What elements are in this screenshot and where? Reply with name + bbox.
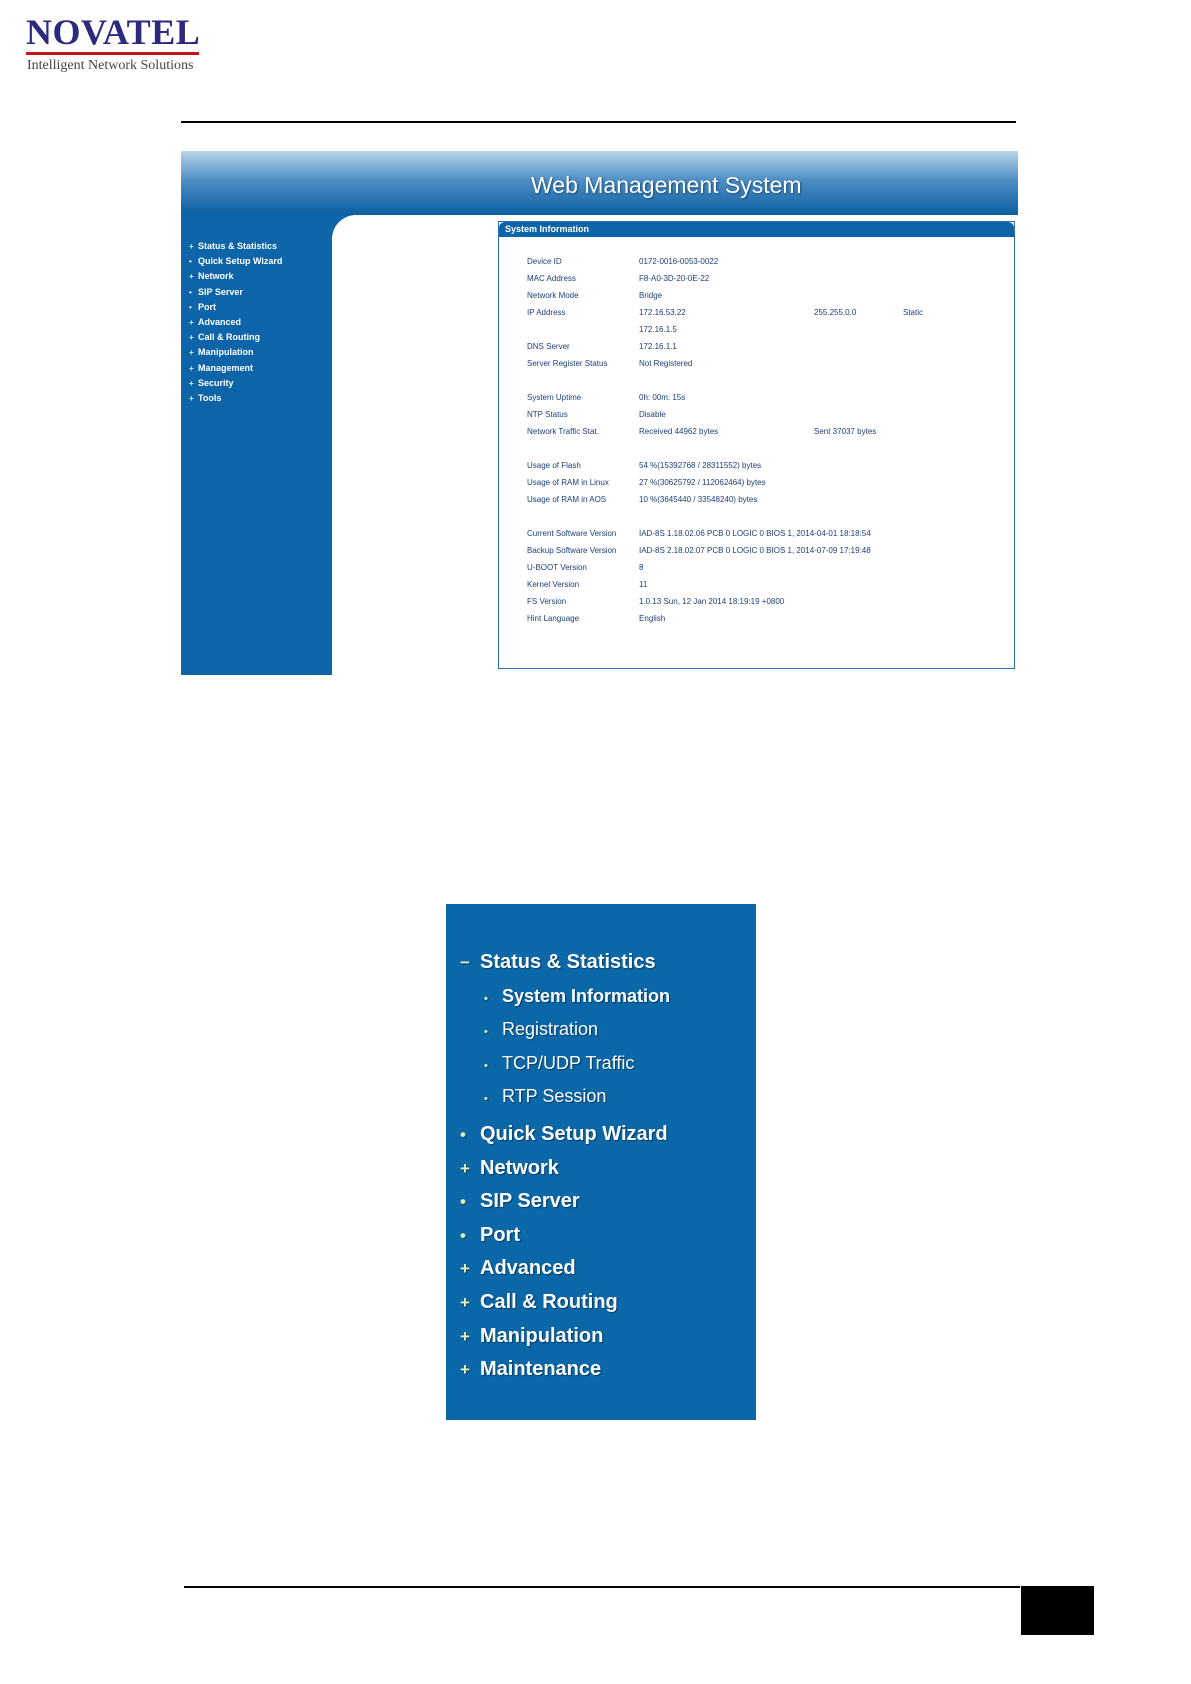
- menu-item[interactable]: [460, 1252, 670, 1286]
- info-value: Disable: [639, 410, 666, 419]
- wms-nav-menu: [189, 239, 282, 406]
- info-row: [499, 325, 1014, 337]
- wms-menu-item[interactable]: [189, 315, 282, 330]
- info-value: F8-A0-3D-20-0E-22: [639, 274, 710, 283]
- info-label: Current Software Version: [527, 529, 617, 538]
- info-value: Not Registered: [639, 359, 693, 368]
- info-row: [499, 478, 1014, 490]
- menu-item-label: System Information: [502, 985, 671, 1006]
- expand-plus-icon: +: [460, 1360, 470, 1380]
- system-information-panel: [498, 221, 1015, 669]
- info-row: [499, 359, 1014, 371]
- info-value-secondary: 255.255.0.0: [814, 308, 857, 317]
- info-value: 8: [639, 563, 644, 572]
- info-label: Server Register Status: [527, 359, 608, 368]
- expand-plus-icon: +: [189, 378, 194, 388]
- menu-item[interactable]: [460, 1320, 670, 1354]
- menu-item[interactable]: [460, 946, 670, 980]
- expand-plus-icon: +: [460, 1158, 470, 1178]
- submenu-item[interactable]: [460, 980, 670, 1014]
- wms-menu-label: Advanced: [198, 316, 242, 327]
- info-row: [499, 274, 1014, 286]
- info-label: System Uptime: [527, 393, 582, 402]
- info-row: [499, 410, 1014, 422]
- wms-menu-label: Call & Routing: [198, 332, 260, 343]
- wms-menu-item[interactable]: [189, 239, 282, 254]
- info-value: 27 %(30625792 / 112062464) bytes: [639, 478, 766, 487]
- info-row: [499, 495, 1014, 507]
- menu-item[interactable]: [460, 1185, 670, 1219]
- info-value: IAD-8S 2.18.02.07 PCB 0 LOGIC 0 BIOS 1, 2014-07-09 17:19:48: [639, 546, 871, 555]
- wms-menu-item[interactable]: [189, 285, 282, 300]
- info-value-tertiary: Static: [903, 308, 924, 317]
- footer-rule: [184, 1586, 1020, 1588]
- info-label: FS Version: [527, 597, 567, 606]
- info-label: MAC Address: [527, 274, 576, 283]
- info-label: Hint Language: [527, 614, 580, 623]
- info-row: [499, 529, 1014, 541]
- expand-plus-icon: +: [460, 1292, 470, 1312]
- wms-menu-label: Port: [198, 301, 216, 312]
- wms-menu-item[interactable]: [189, 361, 282, 376]
- menu-item[interactable]: [460, 1118, 670, 1152]
- bullet-icon: •: [460, 1192, 466, 1212]
- bullet-icon: •: [460, 1124, 466, 1144]
- wms-title: Web Management System: [531, 172, 802, 198]
- info-row: [499, 393, 1014, 405]
- expand-plus-icon: +: [189, 317, 194, 327]
- wms-menu-label: SIP Server: [198, 286, 243, 297]
- info-row: [499, 257, 1014, 269]
- bullet-icon: •: [189, 302, 192, 312]
- menu-item[interactable]: [460, 1219, 670, 1253]
- info-value: 0172-0016-0053-0022: [639, 257, 719, 266]
- menu-item[interactable]: [460, 1353, 670, 1387]
- info-value: 172.16.1.1: [639, 342, 677, 351]
- logo-underline: [26, 52, 199, 55]
- info-value: English: [639, 614, 666, 623]
- info-row: [499, 580, 1014, 592]
- menu-item-label: Advanced: [480, 1257, 576, 1280]
- info-row: [499, 563, 1014, 575]
- expand-plus-icon: +: [189, 242, 194, 251]
- menu-item-label: Registration: [502, 1019, 599, 1040]
- company-logo: [26, 14, 226, 74]
- page-number-box: [1021, 1586, 1094, 1635]
- info-label: Device ID: [527, 257, 562, 266]
- info-value: 10 %(3645440 / 33548240) bytes: [639, 495, 758, 504]
- submenu-item[interactable]: [460, 1013, 670, 1047]
- wms-menu-item[interactable]: [189, 391, 282, 406]
- info-row: [499, 461, 1014, 473]
- bullet-icon: •: [460, 1225, 466, 1245]
- wms-menu-label: Manipulation: [198, 347, 254, 358]
- info-label: Usage of RAM in Linux: [527, 478, 609, 487]
- info-label: NTP Status: [527, 410, 568, 419]
- info-label: Backup Software Version: [527, 546, 617, 555]
- menu-item[interactable]: [460, 1286, 670, 1320]
- bullet-icon: •: [484, 992, 488, 1005]
- menu-item-label: RTP Session: [502, 1086, 607, 1107]
- info-label: U-BOOT Version: [527, 563, 587, 572]
- expand-plus-icon: +: [460, 1259, 470, 1279]
- expand-plus-icon: +: [460, 1326, 470, 1346]
- info-row: [499, 614, 1014, 626]
- wms-menu-item[interactable]: [189, 330, 282, 345]
- wms-banner: [181, 151, 1018, 215]
- bullet-icon: •: [484, 1093, 488, 1106]
- info-label: Usage of Flash: [527, 461, 581, 470]
- logo-tagline: Intelligent Network Solutions: [27, 58, 194, 73]
- menu-item-label: Call & Routing: [480, 1290, 618, 1313]
- info-label: Network Traffic Stat.: [527, 427, 599, 436]
- menu-item-label: SIP Server: [480, 1190, 580, 1213]
- menu-item-label: Network: [480, 1156, 559, 1179]
- logo-wordmark: NOVATEL: [26, 12, 201, 52]
- menu-item-label: Status & Statistics: [480, 951, 656, 973]
- menu-item-label: TCP/UDP Traffic: [502, 1052, 635, 1073]
- collapse-minus-icon: −: [460, 953, 470, 972]
- info-label: Kernel Version: [527, 580, 580, 589]
- menu-item-label: Manipulation: [480, 1324, 604, 1347]
- info-row: [499, 291, 1014, 303]
- submenu-item[interactable]: [460, 1047, 670, 1081]
- expand-plus-icon: +: [189, 348, 194, 358]
- header-rule: [181, 121, 1016, 123]
- info-label: Network Mode: [527, 291, 579, 300]
- info-value: IAD-8S 1.18.02.06 PCB 0 LOGIC 0 BIOS 1, 2014-04-01 18:18:54: [639, 529, 871, 538]
- web-management-screenshot: [181, 151, 1018, 675]
- info-label: Usage of RAM in AOS: [527, 495, 607, 504]
- expanded-nav-menu: [460, 946, 670, 1387]
- wms-menu-item[interactable]: [189, 300, 282, 315]
- bullet-icon: •: [484, 1026, 488, 1039]
- wms-menu-label: Status & Statistics: [198, 241, 278, 251]
- menu-item-label: Quick Setup Wizard: [480, 1122, 668, 1145]
- bullet-icon: •: [189, 287, 192, 297]
- info-value: 172.16.53.22: [639, 308, 686, 317]
- menu-item[interactable]: [460, 1152, 670, 1186]
- info-value: 0h: 00m: 15s: [639, 393, 686, 402]
- expanded-menu-screenshot: [446, 904, 756, 1420]
- expand-plus-icon: +: [189, 393, 194, 403]
- wms-menu-label: Network: [198, 271, 234, 282]
- wms-menu-label: Tools: [198, 392, 222, 403]
- info-value: Received 44962 bytes: [639, 427, 719, 436]
- wms-menu-label: Quick Setup Wizard: [198, 256, 283, 267]
- wms-menu-item[interactable]: [189, 345, 282, 360]
- wms-menu-item[interactable]: [189, 254, 282, 269]
- info-row: [499, 342, 1014, 354]
- info-label: IP Address: [527, 308, 566, 317]
- info-value: Bridge: [639, 291, 663, 300]
- info-value: 54 %(15392768 / 28311552) bytes: [639, 461, 762, 470]
- info-value: 11: [639, 580, 648, 589]
- submenu-item[interactable]: [460, 1080, 670, 1114]
- bullet-icon: •: [189, 257, 192, 267]
- expand-plus-icon: +: [189, 333, 194, 343]
- menu-item-label: Port: [480, 1223, 520, 1246]
- wms-menu-label: Security: [198, 377, 234, 388]
- info-row: [499, 546, 1014, 558]
- panel-title: System Information: [499, 222, 1014, 237]
- expand-plus-icon: +: [189, 272, 194, 282]
- info-row: [499, 427, 1014, 439]
- bullet-icon: •: [484, 1059, 488, 1072]
- wms-menu-item[interactable]: [189, 269, 282, 284]
- info-value-secondary: Sent 37037 bytes: [814, 427, 877, 436]
- wms-menu-label: Management: [198, 362, 254, 373]
- info-row: [499, 308, 1014, 320]
- info-label: DNS Server: [527, 342, 570, 351]
- wms-menu-item[interactable]: [189, 376, 282, 391]
- menu-item-label: Maintenance: [480, 1358, 602, 1381]
- info-row: [499, 597, 1014, 609]
- info-value: 1.0.13 Sun, 12 Jan 2014 18:19:19 +0800: [639, 597, 785, 606]
- info-value: 172.16.1.5: [639, 325, 677, 334]
- wms-sidebar-curve: [332, 215, 356, 239]
- expand-plus-icon: +: [189, 363, 194, 373]
